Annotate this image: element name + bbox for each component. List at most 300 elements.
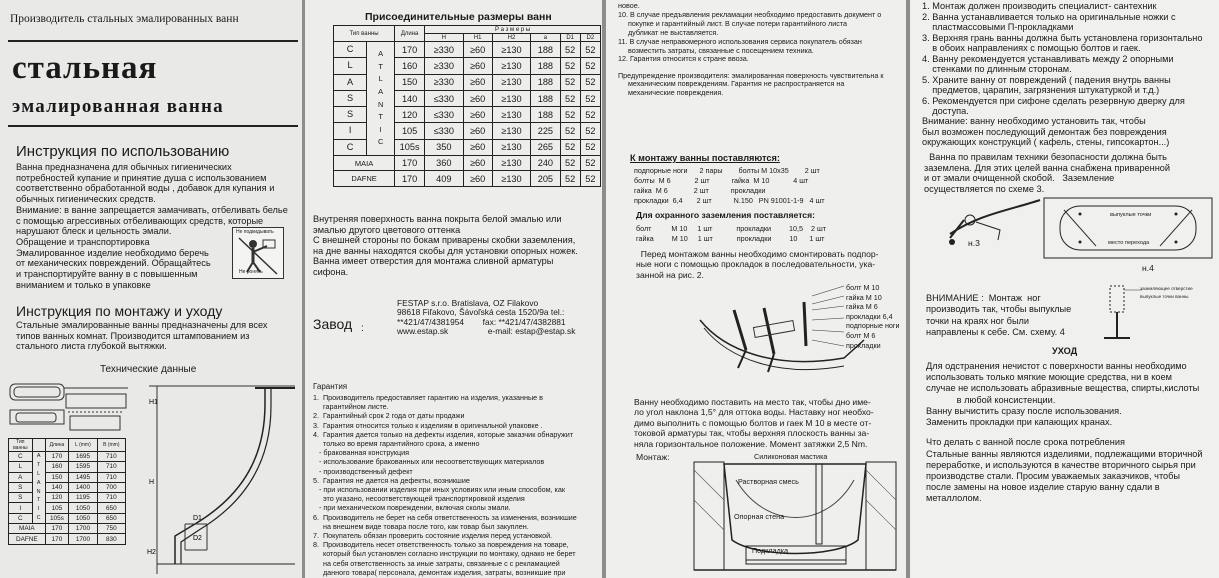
text-line: ВНИМАНИЕ : Монтаж ног xyxy=(926,293,1041,303)
text-line: - при использовании изделия при иных условиях или иным способом, как xyxy=(313,485,566,495)
table-cell: 52 xyxy=(560,139,580,155)
supply-heading: К монтажу ванны поставляются: xyxy=(630,153,780,163)
series-letter: A xyxy=(378,86,384,96)
text-line: - производственный дефект xyxy=(313,466,413,476)
table-cell: 170 xyxy=(45,452,69,462)
table-row xyxy=(334,156,601,171)
table-cell: 120 xyxy=(45,493,69,503)
text-line: Заменить прокладки при капающих кранах. xyxy=(926,417,1113,428)
table-cell: S xyxy=(9,482,33,492)
table-cell: 52 xyxy=(580,58,600,74)
table-row xyxy=(9,503,126,513)
table-cell: 170 xyxy=(45,524,69,534)
scheme-3-label: н.3 xyxy=(968,238,980,248)
text-line: 10. В случае предъявления рекламации необходимо предоставить документ о xyxy=(618,9,882,19)
text-line: 2. Гарантийный срок 2 года от даты продажи xyxy=(313,411,465,421)
text-line: и от эмали очищенной скобой. Заземление xyxy=(924,173,1115,183)
text-line: С внешней стороны по бокам приварены скобки заземления, xyxy=(313,235,576,246)
table-cell: 170 xyxy=(395,42,425,58)
table-cell: 409 xyxy=(425,171,463,186)
table-row xyxy=(9,472,126,482)
table-cell: 265 xyxy=(531,139,560,155)
inner-surface-text xyxy=(313,214,578,278)
text-line: производстве стали. Просим уважаемых заказчиков, чтобы xyxy=(926,471,1181,482)
divider xyxy=(8,125,298,127)
factory-colon: : xyxy=(361,323,364,334)
table-cell: MAIA xyxy=(9,524,46,534)
table-cell: 52 xyxy=(560,74,580,90)
install-rules-list xyxy=(922,1,1202,117)
ground-list xyxy=(636,224,826,244)
text-line: на себя ответственность за иные затраты, связанные с с рекламацией xyxy=(313,558,560,568)
text-line: 3. Гарантия относится только к изделиям в оригинальной упаковке . xyxy=(313,420,543,430)
text-line: точки на краях ног были xyxy=(926,315,1030,326)
text-line: после замены на новое изделие старую ванну сдали в xyxy=(926,482,1160,493)
text-line: типов ванных комнат. Производится штампованием из xyxy=(16,330,250,341)
part-label: болт М 10 xyxy=(846,283,880,292)
text-line: 6. Производитель не берет на себя ответственность за изменения, возникшие xyxy=(313,512,577,522)
table-cell: S xyxy=(334,107,367,123)
text-line: и транспортируйте ванну в с повышенным xyxy=(16,269,198,280)
series-letter: N xyxy=(377,99,384,109)
text-line: нарушают блеск и цельность эмали. xyxy=(16,226,172,237)
text-line: направлены к себе. См. схему. 4 xyxy=(926,327,1065,338)
text-line: металлолом. xyxy=(926,493,982,504)
part-label: подпорные ноги xyxy=(846,321,900,331)
table-cell: 1400 xyxy=(69,482,97,492)
text-line: использовать только мягкие моющие средства, ни в коем xyxy=(926,372,1172,383)
table-cell: 350 xyxy=(425,139,463,155)
address-line: FESTAP s.r.o. Bratislava, OZ Filakovo xyxy=(397,298,539,308)
text-line: окружающих конструкций ( кафель, стены, гипсокартон...) xyxy=(922,137,1170,147)
dim-label: D1 xyxy=(193,515,202,522)
guarantee-heading: Гарантия xyxy=(313,382,348,391)
table-cell: 105 xyxy=(45,503,69,513)
scheme-4-label: н.4 xyxy=(1142,263,1154,273)
table-cell: ≤330 xyxy=(425,107,463,123)
table-cell: S xyxy=(334,90,367,106)
series-letter: A xyxy=(378,49,384,59)
table-cell: 188 xyxy=(531,42,560,58)
dimensions-table xyxy=(333,25,601,187)
column-header: H1 xyxy=(463,34,492,42)
text-line: Внимание: ванну необходимо установить так, чтобы xyxy=(922,116,1146,126)
table-cell: 52 xyxy=(580,156,600,171)
rule-item: 3. Верхняя грань ванны должна быть установлена горизонтально xyxy=(922,32,1203,43)
table-cell: 105s xyxy=(395,139,425,155)
table-cell: 52 xyxy=(580,42,600,58)
table-cell: ≥130 xyxy=(492,139,530,155)
series-letter: I xyxy=(379,124,382,134)
table-cell: ≥130 xyxy=(492,171,530,186)
rule-item: стенками по длинным сторонам. xyxy=(922,64,1072,74)
placement-text xyxy=(634,397,874,449)
text-line: Внутреняя поверхность ванна покрыта белой эмалью или xyxy=(313,214,562,224)
table-row xyxy=(9,493,126,503)
rule-item: 2. Ванна устанавливается только на оригинальные ножки с xyxy=(922,11,1176,22)
table-cell: ≥130 xyxy=(492,156,530,171)
doc-title: стальная xyxy=(12,50,158,86)
text-line: занной на рис. 2. xyxy=(636,269,704,280)
text-line: на внешнем виде товара после того, как товар был закуплен. xyxy=(313,521,529,531)
doc-subtitle: эмалированная ванна xyxy=(12,96,224,117)
text-line: сифона. xyxy=(313,266,349,277)
rule-item: предметов, царапин, загрязнения штукатуркой и т.д.) xyxy=(922,85,1160,95)
table-cell: 1050 xyxy=(69,513,97,523)
text-line: осуществляется по схеме 3. xyxy=(924,183,1045,194)
table-cell: C xyxy=(334,139,367,155)
dim-label: D2 xyxy=(193,535,202,542)
supply-list xyxy=(634,166,825,206)
text-line: обычных гигиенических средств. xyxy=(16,194,156,205)
table-cell: 240 xyxy=(531,156,560,171)
table-cell: 1700 xyxy=(69,534,97,544)
table-cell: 700 xyxy=(97,482,125,492)
column-header: B (mm) xyxy=(97,439,125,452)
care-heading: УХОД xyxy=(1052,346,1078,356)
series-letter: T xyxy=(36,462,41,469)
care-text xyxy=(926,361,1203,505)
text-line: Перед монтажом ванны необходимо смонтировать подпор- xyxy=(636,249,879,259)
table-cell: 52 xyxy=(560,42,580,58)
table-cell: 710 xyxy=(97,462,125,472)
rule-item: 1. Монтаж должен производить специалист- сантехник xyxy=(922,1,1157,11)
dim-label: H2 xyxy=(147,549,156,556)
address-line: www.estap.sk e-mail: estap@estap.sk xyxy=(397,325,576,336)
dimensions-table-title: Присоединительные размеры ванн xyxy=(365,11,552,23)
table-cell: 650 xyxy=(97,503,125,513)
column-header: L (mm) xyxy=(69,439,97,452)
table-cell: 52 xyxy=(580,139,600,155)
usage-heading: Инструкция по использованию xyxy=(16,143,230,160)
address-line: **421/47/4381954 fax: **421/47/4382881 xyxy=(397,316,566,327)
bath-section-drawing xyxy=(135,374,303,578)
table-cell: 830 xyxy=(97,534,125,544)
table-cell: 52 xyxy=(560,107,580,123)
table-cell: 188 xyxy=(531,107,560,123)
series-letter: L xyxy=(37,470,41,477)
table-cell: ≥130 xyxy=(492,58,530,74)
table-cell: 1595 xyxy=(69,462,97,472)
table-cell: ≥60 xyxy=(463,156,492,171)
series-letter: A xyxy=(36,453,41,460)
text-line: 12. Гарантия относится к стране ввоза. xyxy=(618,54,749,64)
table-row xyxy=(334,42,601,58)
table-cell: 1195 xyxy=(69,493,97,503)
column-header: Длина xyxy=(45,439,69,452)
text-line: Стальные эмалированные ванны предназначены для всех xyxy=(16,320,268,330)
text-line: который был установлен согласно инструкции по монтажу, однако не берет xyxy=(313,549,576,559)
install-heading: Инструкция по монтажу и уходу xyxy=(16,303,223,319)
table-cell: ≤330 xyxy=(425,123,463,139)
table-row xyxy=(9,524,126,534)
table-cell: 225 xyxy=(531,123,560,139)
mount-label-pad: Подкладка xyxy=(752,546,789,555)
text-line: данного товара( персонала, демонтаж изделия, затраты, возникшие при xyxy=(313,567,566,577)
text-line: гарантийном листе. xyxy=(313,402,389,412)
column-header: H2 xyxy=(492,34,530,42)
scheme-label-transition: место перехода xyxy=(1108,240,1150,246)
table-cell: A xyxy=(9,472,33,482)
table-cell: ≥60 xyxy=(463,123,492,139)
part-label: гайка М 10 xyxy=(846,292,882,302)
table-cell: 170 xyxy=(395,171,425,186)
text-line: Ванну необходимо поставить на место так, чтобы дно име- xyxy=(634,397,871,407)
column-header: Тип ванны xyxy=(9,439,33,452)
text-line: Для одстранения нечистот с поверхности ванны необходимо xyxy=(926,361,1187,371)
table-row xyxy=(334,171,601,186)
table-cell: 1695 xyxy=(69,452,97,462)
table-cell: 170 xyxy=(45,534,69,544)
text-line: 8. Производитель несет ответственность только за повреждения на товаре, xyxy=(313,540,569,550)
ground-heading: Для охранного заземления поставляется: xyxy=(636,210,815,220)
scheme-label-ground-hole: заземляющее отверстие xyxy=(1140,286,1193,291)
text-line: Внимание: в ванне запрещается замачивать, отбеливать белье xyxy=(16,204,288,215)
grounding-scheme-3-drawing xyxy=(940,194,1050,254)
table-cell: 160 xyxy=(395,58,425,74)
table-cell: 750 xyxy=(97,524,125,534)
text-line: покупке и гарантийный лист. В случае потери гарантийного листа xyxy=(618,18,848,28)
table-cell: 188 xyxy=(531,58,560,74)
table-cell: 205 xyxy=(531,171,560,186)
text-line: - при механическом повреждении, включая сколы эмали. xyxy=(313,503,511,513)
table-cell: 52 xyxy=(560,171,580,186)
text-line: токовой арматуры так, чтобы верхняя плоскость ванны за- xyxy=(634,428,870,439)
column-header: a xyxy=(531,34,560,42)
table-cell: 1050 xyxy=(69,503,97,513)
text-line: димо выполнить с помощью болтов и гаек М 10 в месте от- xyxy=(634,417,872,428)
text-line: Ванна имеет отверстия для монтажа сливной арматуры xyxy=(313,256,554,267)
table-cell: ≥60 xyxy=(463,107,492,123)
table-cell: ≥130 xyxy=(492,42,530,58)
table-cell: ≥60 xyxy=(463,139,492,155)
table-cell xyxy=(32,452,45,524)
text-line: с помощью агрессивных отбеливающих средств, которые xyxy=(16,215,264,226)
text-line: механические повреждения. xyxy=(618,88,724,98)
table-cell: MAIA xyxy=(334,156,395,171)
table-cell: ≥130 xyxy=(492,74,530,90)
text-line: Ванна по правилам техники безопасности должна быть xyxy=(924,152,1167,162)
rule-item: 5. Храните ванну от повреждений ( падения внутрь ванны xyxy=(922,74,1171,85)
table-cell: ≥60 xyxy=(463,90,492,106)
text-line: от механических повреждений. Обращайтесь xyxy=(16,258,211,269)
text-line: механическим повреждениям. Гарантия не распространяется на xyxy=(618,79,845,89)
text-line: 1. Производитель предоставляет гарантию на изделия, указанные в xyxy=(313,393,543,402)
table-cell: ≥130 xyxy=(492,123,530,139)
dim-label: H1 xyxy=(149,399,158,406)
rule-item: в обоих направлениях с помощью болтов и гаек. xyxy=(922,43,1141,53)
table-cell: ≥60 xyxy=(463,58,492,74)
text-line: - использование бракованных или несоответствующих материалов xyxy=(313,457,545,467)
mounting-section-drawing xyxy=(686,450,901,578)
text-line: дубликат не выставляется. xyxy=(618,27,719,37)
panel-care xyxy=(910,0,1219,578)
table-cell: I xyxy=(334,123,367,139)
table-cell: L xyxy=(334,58,367,74)
text-line: 7. Покупатель обязан проверить состояние изделия перед установкой. xyxy=(313,531,553,541)
text-line: стального листа глубокой вытяжки. xyxy=(16,341,167,352)
table-cell: 1700 xyxy=(69,524,97,534)
rule-item: пластмассовыми П-прокладками xyxy=(922,22,1074,32)
series-letter: T xyxy=(378,61,383,71)
column-header: Р а з м е р ы xyxy=(425,26,601,34)
supply-item: гайка М 10 1 шт прокладки 10 1 шт xyxy=(636,234,825,243)
table-cell: L xyxy=(9,462,33,472)
text-line: Предупреждение производителя: эмалированная поверхность чувствительна к xyxy=(618,70,884,80)
dim-label: H xyxy=(149,479,155,486)
text-line: вниманием и только в упаковке xyxy=(16,279,151,290)
table-cell: DAFNE xyxy=(9,534,46,544)
table-cell: I xyxy=(9,503,33,513)
table-cell: 52 xyxy=(560,90,580,106)
table-cell: 710 xyxy=(97,452,125,462)
supply-item: подпорные ноги 2 пары болты М 10x35 2 шт xyxy=(634,166,820,175)
text-line: Обращение и транспортировка xyxy=(16,236,150,247)
panel-usage xyxy=(0,0,303,578)
table-cell: 140 xyxy=(395,90,425,106)
text-line: Ванну вычистить сразу после использования. xyxy=(926,405,1122,416)
table-cell: 188 xyxy=(531,90,560,106)
text-line: - бракованная конструкция xyxy=(313,448,410,458)
mount-label-support-wall: Опорная стена xyxy=(734,512,785,521)
text-line: 5. Гарантия не дается на дефекты, возникшие xyxy=(313,475,470,485)
table-row xyxy=(9,534,126,544)
part-label: прокладки xyxy=(846,340,881,350)
text-line: заземлена. Для этих целей ванна снабжена приваренной xyxy=(924,162,1171,173)
part-label: болт М 6 xyxy=(846,330,876,340)
text-line: возместить затраты, связанные с посещением техника. xyxy=(618,45,814,55)
table-cell: 52 xyxy=(560,156,580,171)
text-line: случае не использовать абразивные вещества, спирты,кислоты xyxy=(926,383,1200,394)
scheme-label-convex-points-bath: выпуклые точки ванны xyxy=(1140,294,1189,299)
table-cell: 710 xyxy=(97,472,125,482)
table-cell: 650 xyxy=(97,513,125,523)
table-cell: DAFNE xyxy=(334,171,395,186)
table-cell: 710 xyxy=(97,493,125,503)
text-line: Эмалированное изделие необходимо беречь xyxy=(16,247,209,258)
text-line: 11. В случае неправомерного использования сервиса покупатель обязан xyxy=(618,36,862,46)
text-line: соответственно обработанной воды , добавок для купания и xyxy=(16,183,275,194)
table-cell xyxy=(367,42,395,156)
table-cell: 52 xyxy=(560,123,580,139)
series-letter: N xyxy=(36,488,41,495)
rule-item: 4. Ванну рекомендуется устанавливать между 2 опорными xyxy=(922,53,1174,64)
table-cell: 52 xyxy=(560,58,580,74)
text-line: в любой консистенции. xyxy=(926,394,1056,405)
series-letter: L xyxy=(378,74,383,84)
supply-item: прокладки 6,4 2 шт N.150 PN 91001-1-9 4 шт xyxy=(634,196,825,205)
table-cell: ≥330 xyxy=(425,42,463,58)
table-cell: 1495 xyxy=(69,472,97,482)
table-cell: 105 xyxy=(395,123,425,139)
text-line: ные ноги с помощью прокладок в последовательности, ука- xyxy=(636,259,876,270)
install-text xyxy=(16,320,268,352)
text-line: производить так, чтобы выпуклые xyxy=(926,304,1072,315)
table-cell: ≥60 xyxy=(463,42,492,58)
sticker-bottom-label: Не ронять xyxy=(239,269,263,275)
table-cell: 120 xyxy=(395,107,425,123)
text-line: няла горизонтальное положение. Момент затяжки 2,5 Nm. xyxy=(634,438,868,449)
supply-item: болты М 6 2 шт гайка М 10 4 шт xyxy=(634,176,809,185)
series-letter: I xyxy=(37,506,40,513)
column-header: D1 xyxy=(560,34,580,42)
series-letter: C xyxy=(377,137,384,147)
bath-side-view-drawing xyxy=(62,380,132,435)
table-cell: 140 xyxy=(45,482,69,492)
mount-label: Монтаж: xyxy=(636,452,670,462)
text-line: только во время гарантийного срока, а именно xyxy=(313,439,480,449)
table-cell: 52 xyxy=(580,107,600,123)
table-cell: S xyxy=(9,493,33,503)
column-header: H xyxy=(425,34,463,42)
panel-dimensions xyxy=(305,0,602,578)
text-line: ло угол наклона 1,5° для оттока воды. Наставку ног необхо- xyxy=(634,407,874,418)
text-line xyxy=(926,428,1203,437)
supply-item: гайка М 6 2 шт прокладки xyxy=(634,186,766,195)
bath-top-view-drawing xyxy=(8,380,68,430)
column-header: D2 xyxy=(580,34,600,42)
text-line: Ванна предназначена для обычных гигиенических xyxy=(16,162,232,172)
table-row xyxy=(9,513,126,523)
table-cell: ≥330 xyxy=(425,58,463,74)
sticker-box xyxy=(232,227,284,279)
table-cell: ≥330 xyxy=(425,74,463,90)
mount-label-mortar: Растворная смесь xyxy=(738,477,799,486)
table-cell: 52 xyxy=(580,171,600,186)
factory-address xyxy=(397,299,575,336)
table-cell: 105s xyxy=(45,513,69,523)
attention-text xyxy=(922,116,1169,148)
table-cell: 52 xyxy=(580,74,600,90)
table-cell: ≥60 xyxy=(463,74,492,90)
rule-item: 6. Рекомендуется при сифоне сделать резервную дверку для xyxy=(922,95,1185,106)
table-cell: C xyxy=(9,513,33,523)
table-cell: C xyxy=(334,42,367,58)
table-cell: 52 xyxy=(580,90,600,106)
manufacturer-line: Производитель стальных эмалированных ванн xyxy=(10,13,239,25)
column-header: Тип ванны xyxy=(334,26,395,42)
table-cell: 360 xyxy=(425,156,463,171)
column-header: Длина xyxy=(395,26,425,42)
divider xyxy=(8,40,298,42)
text-line: был возможен последующий демонтаж без повреждения xyxy=(922,126,1167,137)
warning-text xyxy=(926,293,1071,339)
table-row xyxy=(9,452,126,462)
table-cell: C xyxy=(9,452,33,462)
scheme-label-convex-points: выпуклые точки xyxy=(1110,212,1152,218)
text-line: это указано, несоответствующей транспортировкой изделия xyxy=(313,494,525,504)
supply-item: болт М 10 1 шт прокладки 10,5 2 шт xyxy=(636,224,827,233)
series-letter: A xyxy=(36,479,41,486)
text-line: переработке, и используются в качестве вторичного сырья при xyxy=(926,459,1196,470)
table-cell: 150 xyxy=(395,74,425,90)
rule-item: доступа. xyxy=(922,106,969,116)
table-cell: ≤330 xyxy=(425,90,463,106)
table-row xyxy=(9,462,126,472)
address-line: 98618 Fiľakovo, Šávoľská cesta 1520/9a tel.: xyxy=(397,307,565,318)
part-label: гайка М 6 xyxy=(846,302,878,312)
factory-label: Завод xyxy=(313,316,353,332)
panel-installation xyxy=(606,0,906,578)
text-line: на дне ванны находятся скобы для установки опорных ножек. xyxy=(313,245,578,256)
sticker-top-label: Не подкидывать xyxy=(236,229,274,235)
table-cell: A xyxy=(334,74,367,90)
text-line: эмалью другого цветового оттенка xyxy=(313,224,461,235)
table-cell: 52 xyxy=(580,123,600,139)
text-line: новое. xyxy=(618,1,640,10)
bath-grounding-top-view xyxy=(1040,194,1218,264)
series-letter: T xyxy=(378,112,383,122)
